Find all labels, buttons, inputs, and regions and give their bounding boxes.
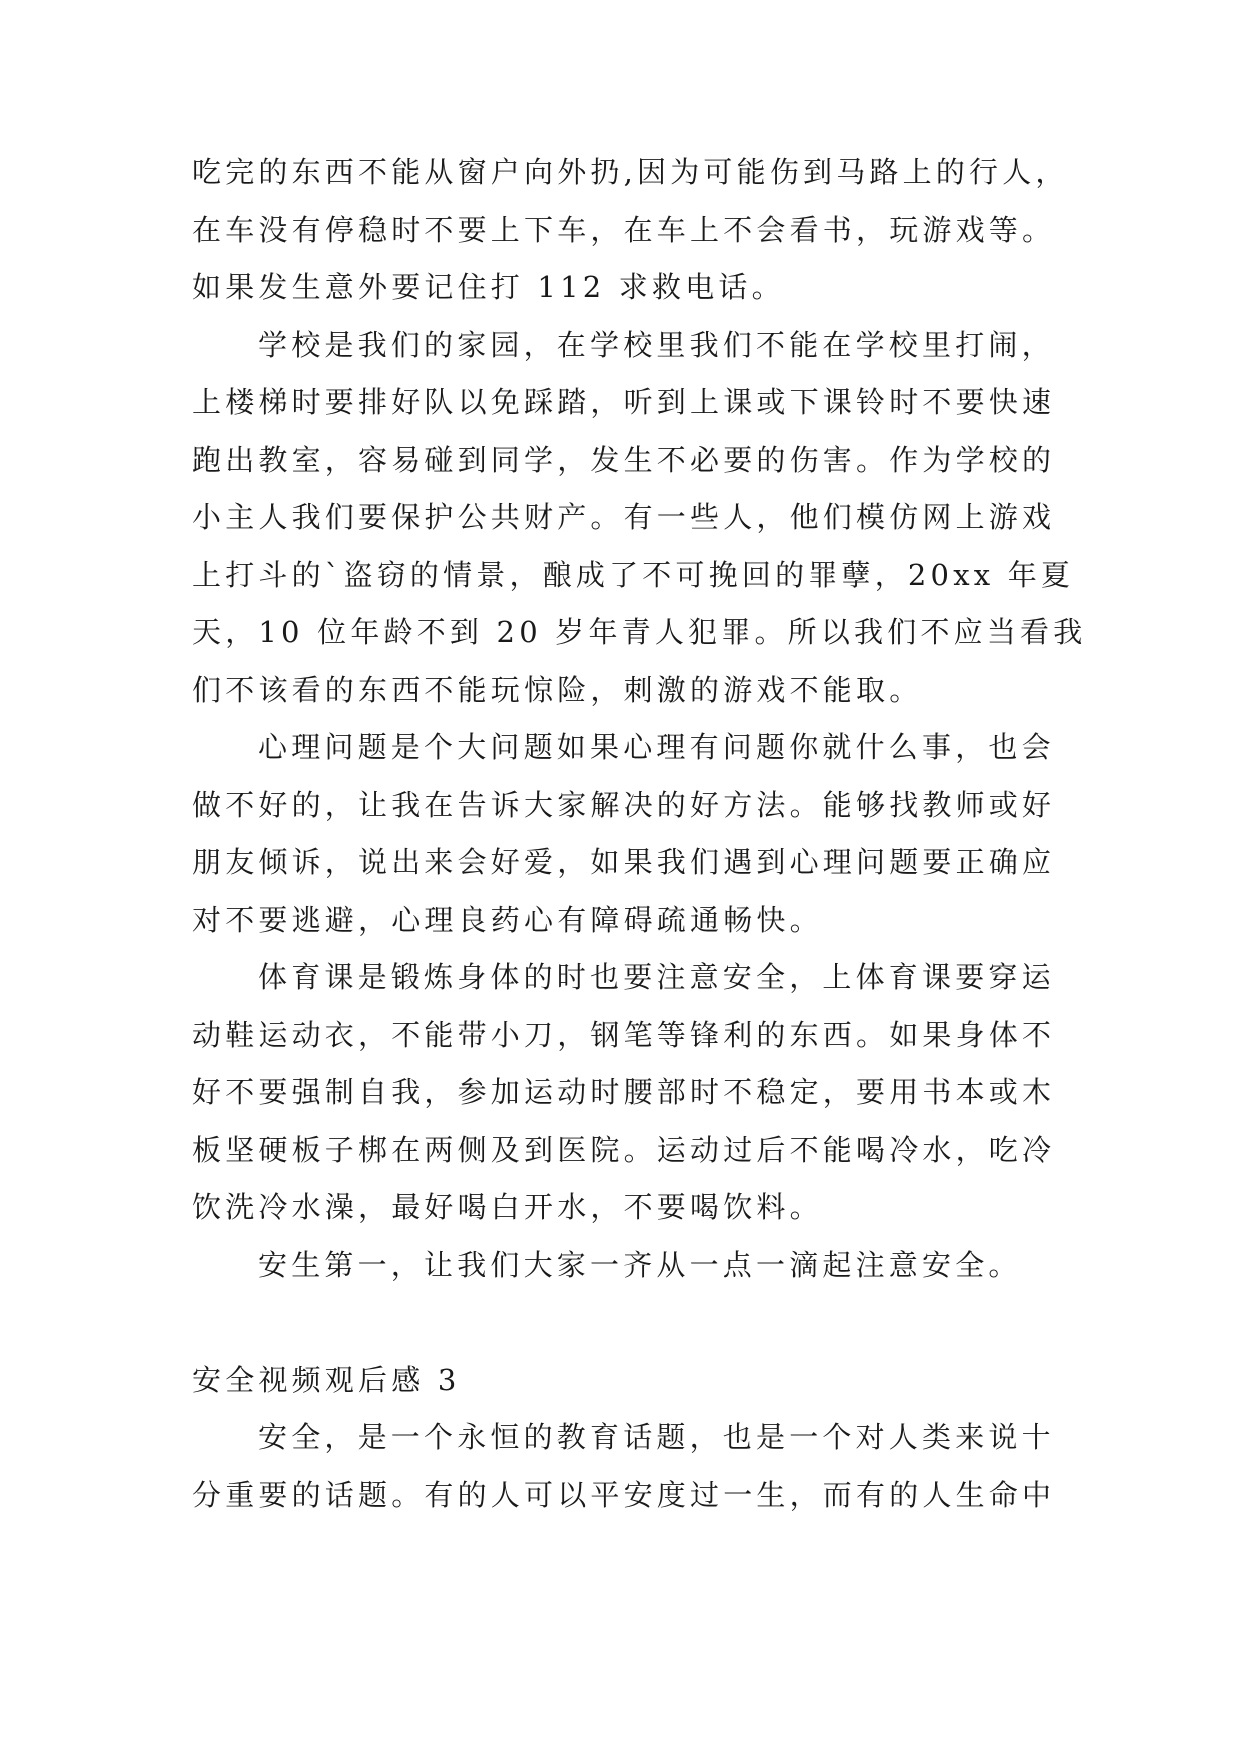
text-line: 好不要强制自我，参加运动时腰部时不稳定，要用书本或木 (192, 1075, 1056, 1109)
text-line: 天，10 位年龄不到 20 岁年青人犯罪。所以我们不应当看我 (192, 615, 1087, 649)
paragraph-first-line: 安全，是一个永恒的教育话题，也是一个对人类来说十 (258, 1420, 1055, 1454)
text-line: 在车没有停稳时不要上下车，在车上不会看书，玩游戏等。 (192, 213, 1056, 247)
paragraph-first-line: 体育课是锻炼身体的时也要注意安全，上体育课要穿运 (258, 960, 1055, 994)
text-line: 饮洗冷水澡，最好喝白开水，不要喝饮料。 (192, 1190, 823, 1224)
text-line: 们不该看的东西不能玩惊险，刺激的游戏不能取。 (192, 673, 923, 707)
text-line: 做不好的，让我在告诉大家解决的好方法。能够找教师或好 (192, 788, 1056, 822)
text-line: 吃完的东西不能从窗户向外扔,因为可能伤到马路上的行人， (192, 155, 1069, 189)
text-line: 跑出教室，容易碰到同学，发生不必要的伤害。作为学校的 (192, 443, 1056, 477)
section-heading: 安全视频观后感 3 (192, 1363, 461, 1397)
text-line: 上楼梯时要排好队以免踩踏，听到上课或下课铃时不要快速 (192, 385, 1056, 419)
text-line: 上打斗的`盗窃的情景，酿成了不可挽回的罪孽，20xx 年夏 (192, 558, 1075, 592)
text-line: 板坚硬板子梆在两侧及到医院。运动过后不能喝冷水，吃冷 (192, 1133, 1056, 1167)
text-line: 小主人我们要保护公共财产。有一些人，他们模仿网上游戏 (192, 500, 1056, 534)
text-line: 分重要的话题。有的人可以平安度过一生，而有的人生命中 (192, 1478, 1056, 1512)
paragraph-first-line: 学校是我们的家园，在学校里我们不能在学校里打闹， (258, 328, 1055, 362)
text-line: 朋友倾诉，说出来会好爱，如果我们遇到心理问题要正确应 (192, 845, 1056, 879)
paragraph-first-line: 心理问题是个大问题如果心理有问题你就什么事，也会 (258, 730, 1055, 764)
text-line: 如果发生意外要记住打 112 求救电话。 (192, 270, 785, 304)
text-line: 对不要逃避，心理良药心有障碍疏通畅快。 (192, 903, 823, 937)
text-line: 动鞋运动衣，不能带小刀，钢笔等锋利的东西。如果身体不 (192, 1018, 1056, 1052)
paragraph-first-line: 安生第一，让我们大家一齐从一点一滴起注意安全。 (258, 1248, 1022, 1282)
